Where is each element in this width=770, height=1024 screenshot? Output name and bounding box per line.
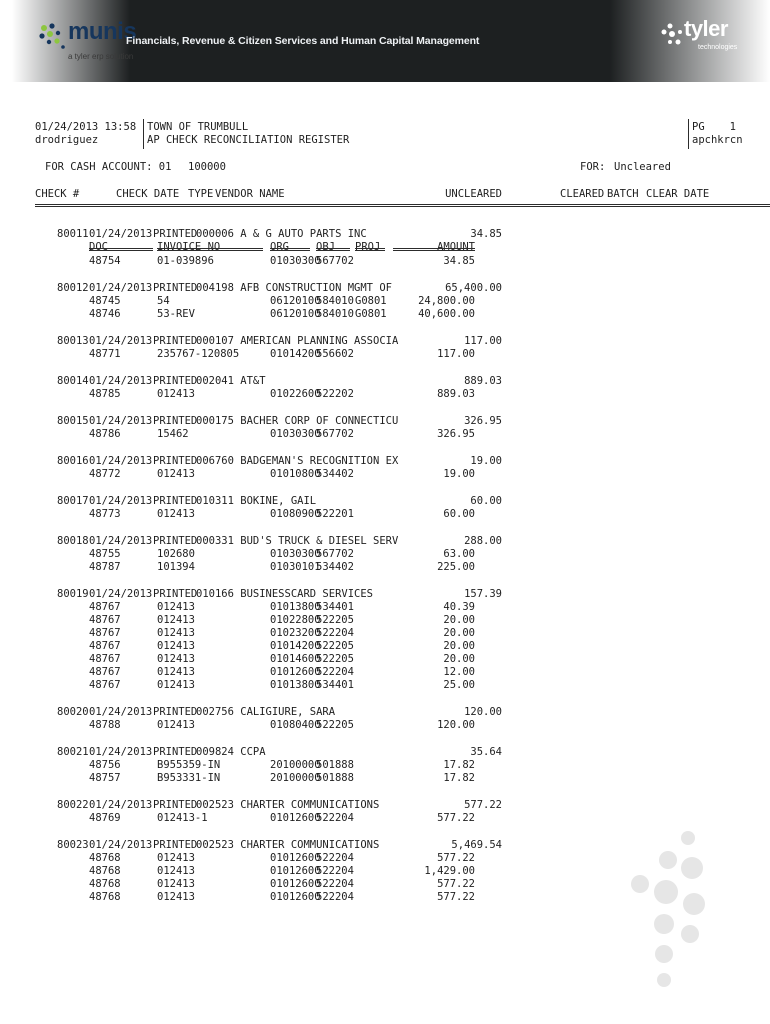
line-amount: 19.00 [443,468,475,480]
subcol-underline [157,248,263,249]
line-doc: 48768 [89,891,121,903]
check-date: 01/24/2013 [89,839,153,851]
line-amount: 24,800.00 [418,295,475,307]
line-invoice: 012413 [157,878,195,890]
subcol-underline [89,248,153,249]
line-obj: 534401 [316,601,354,613]
line-obj: 584010 [316,308,354,320]
tyler-logo-text: tyler [684,16,728,41]
line-invoice: 012413 [157,640,195,652]
tyler-logo-icon [660,22,684,52]
line-obj: 522204 [316,852,354,864]
subcol-underline [89,250,153,251]
line-invoice: 012413 [157,508,195,520]
line-obj: 522204 [316,865,354,877]
line-org: 01030300 [270,548,321,560]
col-type: TYPE [188,188,214,200]
line-invoice: B953331-IN [157,772,221,784]
subcol-underline [355,248,385,249]
col-clear-date: CLEAR DATE [646,188,710,200]
vendor-name: 000107 AMERICAN PLANNING ASSOCIA [196,335,399,347]
line-doc: 48768 [89,878,121,890]
line-obj: 534402 [316,561,354,573]
line-amount: 60.00 [443,508,475,520]
line-amount: 40.39 [443,601,475,613]
cash-account-label: FOR CASH ACCOUNT: 01 [45,161,172,173]
line-invoice: 235767-120805 [157,348,240,360]
check-date: 01/24/2013 [89,415,153,427]
vendor-name: 002041 AT&T [196,375,266,387]
uncleared-amount: 889.03 [464,375,502,387]
munis-logo-text: munis [68,18,137,45]
check-date: 01/24/2013 [89,588,153,600]
line-org: 01030300 [270,428,321,440]
line-amount: 577.22 [437,852,475,864]
subcol-underline [393,248,475,249]
line-obj: 522204 [316,812,354,824]
munis-logo [38,18,137,62]
line-doc: 48746 [89,308,121,320]
line-doc: 48788 [89,719,121,731]
check-number: 80023 [57,839,89,851]
line-amount: 20.00 [443,627,475,639]
col-uncleared: UNCLEARED [445,188,502,200]
line-amount: 20.00 [443,614,475,626]
line-doc: 48754 [89,255,121,267]
line-amount: 326.95 [437,428,475,440]
check-date: 01/24/2013 [89,495,153,507]
uncleared-amount: 34.85 [470,228,502,240]
subcol-org: ORG [270,241,289,253]
line-proj: G0801 [355,308,387,320]
line-doc: 48767 [89,640,121,652]
line-obj: 522201 [316,508,354,520]
check-type: PRINTED [153,495,198,507]
vendor-name: 010311 BOKINE, GAIL [196,495,317,507]
vendor-name: 009824 CCPA [196,746,266,758]
line-doc: 48767 [89,627,121,639]
tyler-logo [660,16,740,64]
subcol-obj: OBJ [316,241,335,253]
check-type: PRINTED [153,455,198,467]
line-obj: 522205 [316,719,354,731]
check-number: 80017 [57,495,89,507]
line-doc: 48773 [89,508,121,520]
header-rule-bottom [35,206,770,207]
line-org: 01022600 [270,388,321,400]
check-type: PRINTED [153,282,198,294]
line-amount: 17.82 [443,759,475,771]
line-invoice: 012413-1 [157,812,208,824]
check-date: 01/24/2013 [89,799,153,811]
check-date: 01/24/2013 [89,282,153,294]
check-date: 01/24/2013 [89,375,153,387]
line-doc: 48785 [89,388,121,400]
line-amount: 40,600.00 [418,308,475,320]
check-number: 80021 [57,746,89,758]
line-org: 01012600 [270,852,321,864]
check-number: 80019 [57,588,89,600]
line-invoice: 012413 [157,388,195,400]
check-number: 80016 [57,455,89,467]
line-org: 01014200 [270,348,321,360]
check-type: PRINTED [153,375,198,387]
line-doc: 48768 [89,852,121,864]
line-obj: 567702 [316,548,354,560]
line-amount: 63.00 [443,548,475,560]
uncleared-amount: 157.39 [464,588,502,600]
line-org: 01012600 [270,891,321,903]
col-check: CHECK # [35,188,80,200]
col-vendor-name: VENDOR NAME [215,188,285,200]
uncleared-amount: 35.64 [470,746,502,758]
check-number: 80020 [57,706,89,718]
line-amount: 17.82 [443,772,475,784]
line-org: 01014600 [270,653,321,665]
line-doc: 48745 [89,295,121,307]
line-obj: 534401 [316,679,354,691]
line-org: 20100000 [270,772,321,784]
subcol-proj: PROJ [355,241,381,253]
line-invoice: B955359-IN [157,759,221,771]
vendor-name: 006760 BADGEMAN'S RECOGNITION EX [196,455,399,467]
line-amount: 1,429.00 [424,865,475,877]
line-obj: 522204 [316,891,354,903]
line-org: 06120100 [270,295,321,307]
header-rule-top [35,204,770,205]
check-type: PRINTED [153,588,198,600]
subcol-underline [157,250,263,251]
line-obj: 501888 [316,772,354,784]
check-number: 80015 [57,415,89,427]
line-invoice: 53-REV [157,308,195,320]
line-invoice: 012413 [157,666,195,678]
check-number: 80013 [57,335,89,347]
check-type: PRINTED [153,746,198,758]
line-amount: 577.22 [437,878,475,890]
page-label: PG [692,121,705,133]
header-divider-right [688,119,689,149]
line-invoice: 012413 [157,891,195,903]
line-org: 01022800 [270,614,321,626]
for-value: Uncleared [614,161,671,173]
uncleared-amount: 5,469.54 [451,839,502,851]
check-number: 80011 [57,228,89,240]
line-doc: 48767 [89,614,121,626]
line-amount: 120.00 [437,719,475,731]
vendor-name: 000006 A & G AUTO PARTS INC [196,228,367,240]
check-type: PRINTED [153,706,198,718]
vendor-name: 010166 BUSINESSCARD SERVICES [196,588,374,600]
line-obj: 567702 [316,428,354,440]
uncleared-amount: 117.00 [464,335,502,347]
check-date: 01/24/2013 [89,535,153,547]
line-obj: 501888 [316,759,354,771]
line-amount: 889.03 [437,388,475,400]
subcol-doc: DOC [89,241,108,253]
line-invoice: 012413 [157,614,195,626]
line-amount: 34.85 [443,255,475,267]
uncleared-amount: 120.00 [464,706,502,718]
report-entity: TOWN OF TRUMBULL [147,121,249,133]
line-doc: 48769 [89,812,121,824]
line-org: 01023200 [270,627,321,639]
vendor-name: 002523 CHARTER COMMUNICATIONS [196,799,380,811]
line-org: 01012600 [270,666,321,678]
line-amount: 577.22 [437,891,475,903]
uncleared-amount: 326.95 [464,415,502,427]
tyler-watermark-icon [620,820,770,1020]
line-obj: 522204 [316,666,354,678]
report-user: drodriguez [35,134,99,146]
line-org: 01012600 [270,878,321,890]
line-amount: 577.22 [437,812,475,824]
line-proj: G0801 [355,295,387,307]
col-batch: BATCH [607,188,639,200]
uncleared-amount: 65,400.00 [445,282,502,294]
munis-logo-tagline: a tyler erp solution [68,52,134,61]
line-doc: 48787 [89,561,121,573]
line-invoice: 012413 [157,653,195,665]
line-org: 01080400 [270,719,321,731]
line-doc: 48772 [89,468,121,480]
line-org: 01080900 [270,508,321,520]
line-org: 01013800 [270,679,321,691]
line-org: 20100000 [270,759,321,771]
line-org: 01010800 [270,468,321,480]
line-org: 01012600 [270,865,321,877]
line-org: 01012600 [270,812,321,824]
line-invoice: 101394 [157,561,195,573]
vendor-name: 004198 AFB CONSTRUCTION MGMT OF [196,282,392,294]
line-amount: 25.00 [443,679,475,691]
check-type: PRINTED [153,228,198,240]
line-doc: 48767 [89,601,121,613]
line-invoice: 012413 [157,865,195,877]
check-number: 80018 [57,535,89,547]
subcol-underline [270,250,310,251]
line-obj: 522205 [316,614,354,626]
report-datetime: 01/24/2013 13:58 [35,121,137,133]
line-obj: 534402 [316,468,354,480]
cash-account-number: 100000 [188,161,226,173]
line-invoice: 012413 [157,679,195,691]
line-obj: 567702 [316,255,354,267]
line-amount: 12.00 [443,666,475,678]
line-invoice: 012413 [157,601,195,613]
line-doc: 48767 [89,666,121,678]
line-org: 01014200 [270,640,321,652]
line-invoice: 102680 [157,548,195,560]
line-org: 01013800 [270,601,321,613]
header-banner [0,0,770,82]
vendor-name: 002756 CALIGIURE, SARA [196,706,336,718]
line-doc: 48755 [89,548,121,560]
check-date: 01/24/2013 [89,335,153,347]
uncleared-amount: 577.22 [464,799,502,811]
check-type: PRINTED [153,799,198,811]
subcol-underline [316,250,350,251]
line-doc: 48767 [89,679,121,691]
subcol-underline [270,248,310,249]
line-obj: 522204 [316,627,354,639]
line-org: 01030101 [270,561,321,573]
line-doc: 48767 [89,653,121,665]
check-date: 01/24/2013 [89,455,153,467]
line-org: 01030300 [270,255,321,267]
check-number: 80012 [57,282,89,294]
line-doc: 48768 [89,865,121,877]
line-invoice: 01-039896 [157,255,214,267]
line-doc: 48786 [89,428,121,440]
check-date: 01/24/2013 [89,706,153,718]
uncleared-amount: 288.00 [464,535,502,547]
line-invoice: 012413 [157,852,195,864]
munis-logo-icon [38,22,66,52]
line-doc: 48756 [89,759,121,771]
line-obj: 556602 [316,348,354,360]
subcol-amount: AMOUNT [437,241,475,253]
check-date: 01/24/2013 [89,228,153,240]
line-invoice: 15462 [157,428,189,440]
subcol-underline [355,250,385,251]
check-number: 80022 [57,799,89,811]
check-type: PRINTED [153,535,198,547]
vendor-name: 000175 BACHER CORP OF CONNECTICU [196,415,399,427]
line-amount: 20.00 [443,640,475,652]
line-obj: 522202 [316,388,354,400]
vendor-name: 000331 BUD'S TRUCK & DIESEL SERV [196,535,399,547]
line-obj: 584010 [316,295,354,307]
check-type: PRINTED [153,415,198,427]
line-amount: 117.00 [437,348,475,360]
vendor-name: 002523 CHARTER COMMUNICATIONS [196,839,380,851]
line-amount: 20.00 [443,653,475,665]
line-invoice: 012413 [157,627,195,639]
line-doc: 48757 [89,772,121,784]
subcol-underline [393,250,475,251]
program-name: apchkrcn [692,134,743,146]
for-label: FOR: [580,161,606,173]
line-invoice: 012413 [157,468,195,480]
line-invoice: 54 [157,295,170,307]
line-amount: 225.00 [437,561,475,573]
check-type: PRINTED [153,335,198,347]
uncleared-amount: 60.00 [470,495,502,507]
line-invoice: 012413 [157,719,195,731]
page-number: 1 [729,121,736,133]
line-obj: 522205 [316,640,354,652]
col-cleared: CLEARED [560,188,605,200]
report-name: AP CHECK RECONCILIATION REGISTER [147,134,350,146]
subcol-underline [316,248,350,249]
line-doc: 48771 [89,348,121,360]
check-date: 01/24/2013 [89,746,153,758]
tyler-logo-subtext: technologies [698,44,738,51]
subcol-invoice-no: INVOICE NO [157,241,221,253]
check-type: PRINTED [153,839,198,851]
line-obj: 522205 [316,653,354,665]
line-org: 06120100 [270,308,321,320]
uncleared-amount: 19.00 [470,455,502,467]
banner-title: Financials, Revenue & Citizen Services and Human Capital Management [126,35,480,47]
check-number: 80014 [57,375,89,387]
line-obj: 522204 [316,878,354,890]
header-divider-left [143,119,144,149]
col-check-date: CHECK DATE [116,188,180,200]
